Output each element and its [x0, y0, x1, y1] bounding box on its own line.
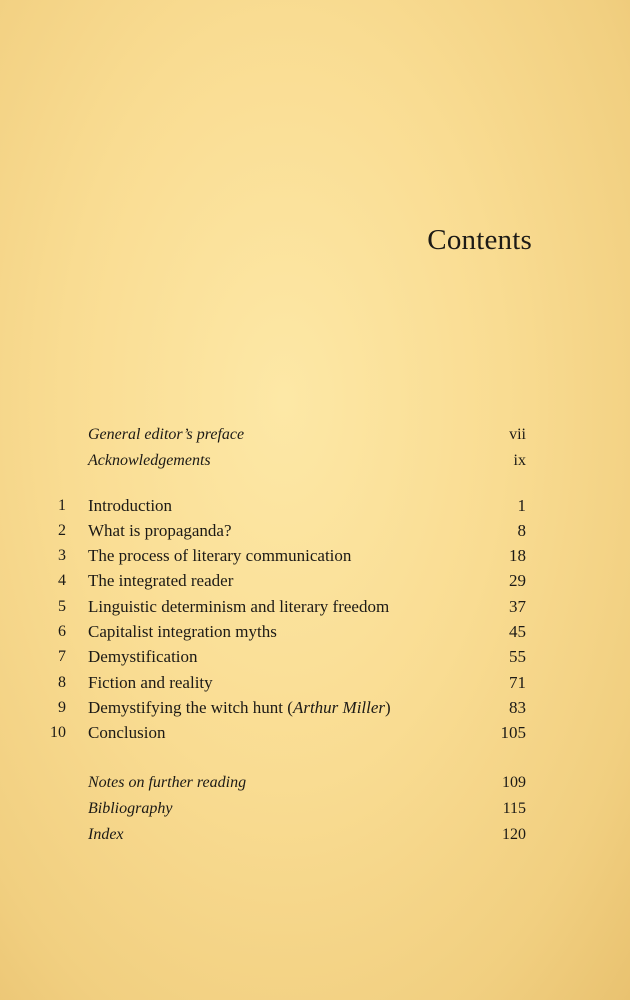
chapter-page-number: 29 [509, 571, 526, 590]
chapter-title-text: Demystifying the witch hunt [88, 698, 284, 717]
toc-entry-back-matter[interactable] [0, 823, 630, 847]
chapter-title: Conclusion [88, 723, 166, 742]
toc-entry-chapter[interactable] [0, 569, 630, 593]
toc-entry-chapter[interactable] [0, 595, 630, 619]
entry-title: Bibliography [88, 800, 173, 817]
entry-title: Acknowledgements [88, 452, 211, 469]
entry-title: Index [88, 826, 124, 843]
chapter-number: 1 [58, 497, 66, 514]
toc-entry-chapter[interactable] [0, 620, 630, 644]
entry-page-number: 109 [502, 774, 526, 791]
chapter-title: Introduction [88, 496, 173, 515]
entry-title: Notes on further reading [88, 774, 247, 791]
toc-entry-chapter[interactable] [0, 721, 630, 745]
toc-entry-chapter[interactable] [0, 544, 630, 568]
chapter-title-paren-close: ) [385, 698, 391, 717]
chapter-number: 4 [58, 572, 66, 589]
chapter-title [88, 696, 391, 720]
entry-page-number: 115 [502, 800, 526, 817]
toc-entry-front-matter[interactable] [0, 423, 630, 447]
chapter-number: 5 [58, 598, 66, 615]
chapter-number: 2 [58, 522, 66, 539]
chapter-title: The integrated reader [88, 571, 234, 590]
chapter-page-number: 37 [509, 597, 526, 616]
toc-entry-back-matter[interactable] [0, 771, 630, 795]
page-title: Contents [427, 224, 532, 256]
entry-page-number: ix [513, 452, 526, 469]
chapter-page-number: 18 [509, 546, 526, 565]
chapter-title: The process of literary communication [88, 546, 352, 565]
chapter-page-number: 83 [509, 698, 526, 717]
chapter-page-number: 45 [509, 622, 526, 641]
chapter-page-number: 1 [517, 496, 526, 515]
chapter-title: Capitalist integration myths [88, 622, 277, 641]
toc-entry-chapter[interactable] [0, 519, 630, 543]
entry-title: General editor’s preface [88, 426, 245, 443]
toc-entry-chapter[interactable] [0, 671, 630, 695]
chapter-page-number: 71 [509, 673, 526, 692]
chapter-title: Fiction and reality [88, 673, 213, 692]
toc-entry-front-matter[interactable] [0, 449, 630, 473]
chapter-number: 9 [58, 699, 66, 716]
chapter-number: 6 [58, 623, 66, 640]
chapter-title: Demystification [88, 647, 198, 666]
chapter-number: 10 [50, 724, 66, 741]
chapter-title-paren-open: ( [283, 698, 293, 717]
chapter-title-author: Arthur Miller [292, 698, 386, 717]
chapter-number: 3 [58, 547, 66, 564]
chapter-page-number: 8 [517, 521, 526, 540]
chapter-page-number: 55 [509, 647, 526, 666]
chapter-page-number: 105 [500, 723, 526, 742]
chapter-title: What is propaganda? [88, 521, 232, 540]
chapter-number: 8 [58, 674, 66, 691]
entry-page-number: 120 [502, 826, 526, 843]
toc-entry-chapter[interactable] [0, 494, 630, 518]
toc-entry-back-matter[interactable] [0, 797, 630, 821]
toc-entry-chapter[interactable] [0, 696, 630, 720]
entry-page-number: vii [509, 426, 526, 443]
chapter-title: Linguistic determinism and literary freedom [88, 597, 390, 616]
chapter-number: 7 [58, 648, 66, 665]
toc-entry-chapter[interactable] [0, 645, 630, 669]
